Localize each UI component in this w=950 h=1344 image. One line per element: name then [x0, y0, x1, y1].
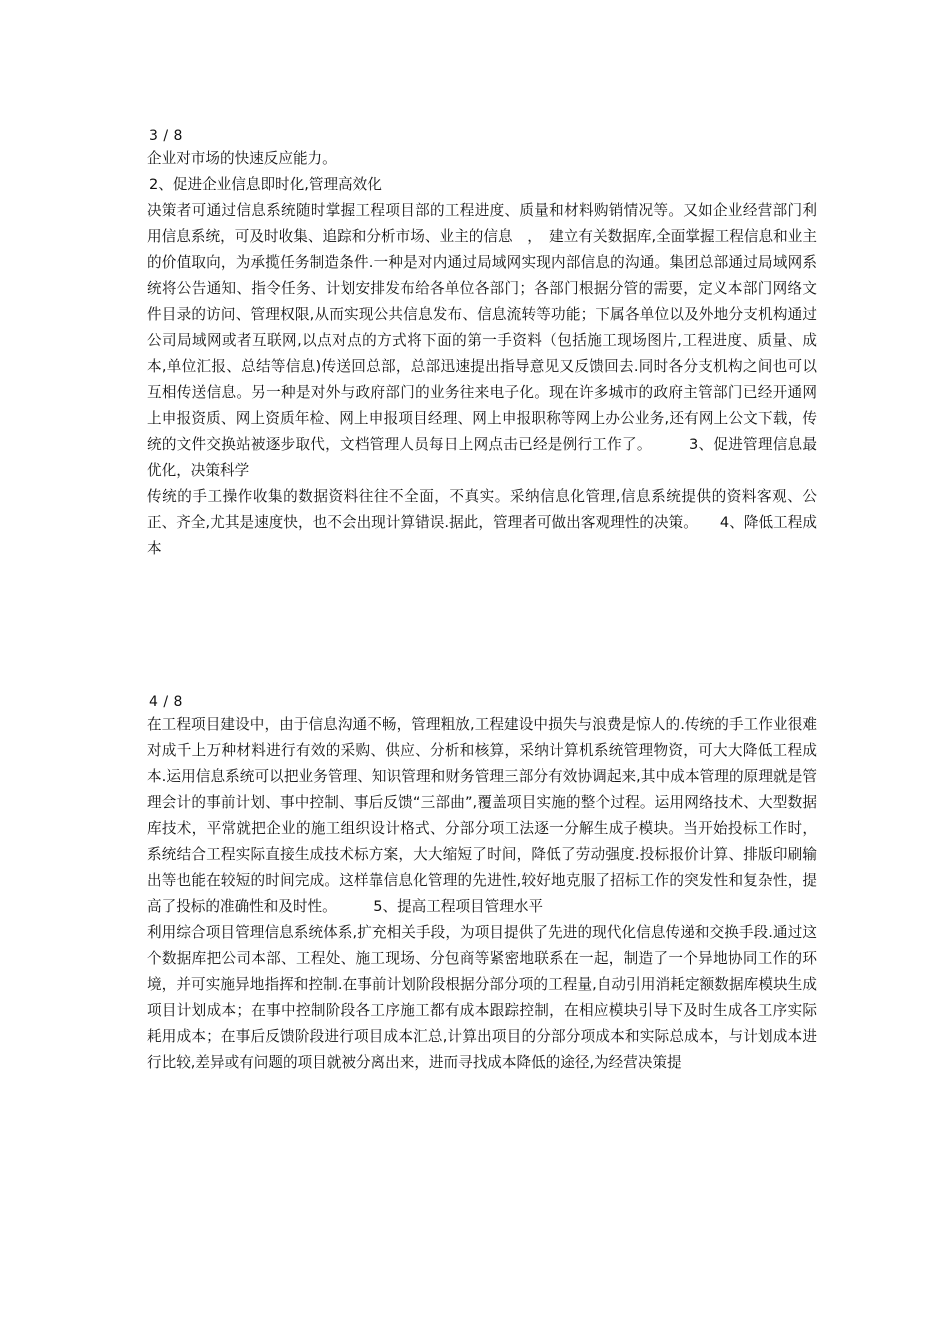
page-number: 4 / 8 [149, 694, 183, 710]
page-body [147, 146, 817, 562]
page-body [147, 712, 817, 1076]
paragraph: 利用综合项目管理信息系统体系,扩充相关手段，为项目提供了先进的现代化信息传递和交换手段.通过这个数据库把公司本部、工程处、施工现场、分包商等紧密地联系在一起，制造了一个异地协同工作的环境，并可实施异地指挥和控制.在事前计划阶段根据分部分项的工程量,自动引用消耗定额数据库模块生成项目计划成本；在事中控制阶段各工序施工都有成本跟踪控制，在相应模块引导下及时生成各工序实际耗用成本；在事后反馈阶段进行项目成本汇总,计算出项目的分部分项成本和实际总成本，与计划成本进行比较,差异或有问题的项目就被分离出来，进而寻找成本降低的途径,为经营决策提 [147, 924, 817, 1071]
paragraph: 企业对市场的快速反应能力。 [147, 150, 337, 167]
page-number: 3 / 8 [149, 128, 183, 144]
paragraph: 传统的手工操作收集的数据资料往往不全面，不真实。采纳信息化管理,信息系统提供的资料客观、公正、齐全,尤其是速度快，也不会出现计算错误.据此，管理者可做出客观理性的决策。 4、降低工程成本 [147, 488, 817, 557]
paragraph: 决策者可通过信息系统随时掌握工程项目部的工程进度、质量和材料购销情况等。又如企业经营部门利用信息系统，可及时收集、追踪和分析市场、业主的信息 ， 建立有关数据库,全面掌握工程信息和业主的价值取向，为承揽任务制造条件.一种是对内通过局域网实现内部信息的沟通。集团总部通过局域网系统将公告通知、指令任务、计划安排发布给各单位各部门；各部门根据分管的需要，定义本部门网络文件目录的访问、管理权限,从而实现公共信息发布、信息流转等功能；下属各单位以及外地分支机构通过公司局域网或者互联网,以点对点的方式将下面的第一手资料（包括施工现场图片,工程进度、质量、成本,单位汇报、总结等信息)传送回总部，总部迅速提出指导意见又反馈回去.同时各分支机构之间也可以互相传送信息。另一种是对外与政府部门的业务往来电子化。现在许多城市的政府主管部门已经开通网上申报资质、网上资质年检、网上申报项目经理、网上申报职称等网上办公业务,还有网上公文下载，传统的文件交换站被逐步取代，文档管理人员每日上网点击已经是例行工作了。 3、促进管理信息最优化，决策科学 [147, 202, 817, 479]
page-section-3 [147, 126, 817, 562]
page-section-4 [147, 692, 817, 1076]
paragraph: 在工程项目建设中，由于信息沟通不畅，管理粗放,工程建设中损失与浪费是惊人的.传统的手工作业很难对成千上万种材料进行有效的采购、供应、分析和核算，采纳计算机系统管理物资，可大大降低工程成本.运用信息系统可以把业务管理、知识管理和财务管理三部分有效协调起来,其中成本管理的原理就是管理会计的事前计划、事中控制、事后反馈“三部曲”,覆盖项目实施的整个过程。运用网络技术、大型数据库技术，平常就把企业的施工组织设计格式、分部分项工法逐一分解生成子模块。当开始投标工作时，系统结合工程实际直接生成技术标方案，大大缩短了时间，降低了劳动强度.投标报价计算、排版印刷输出等也能在较短的时间完成。这样靠信息化管理的先进性,较好地克服了招标工作的突发性和复杂性，提高了投标的准确性和及时性。 5、提高工程项目管理水平 [147, 716, 817, 915]
section-heading: 2、促进企业信息即时化,管理高效化 [149, 176, 382, 193]
